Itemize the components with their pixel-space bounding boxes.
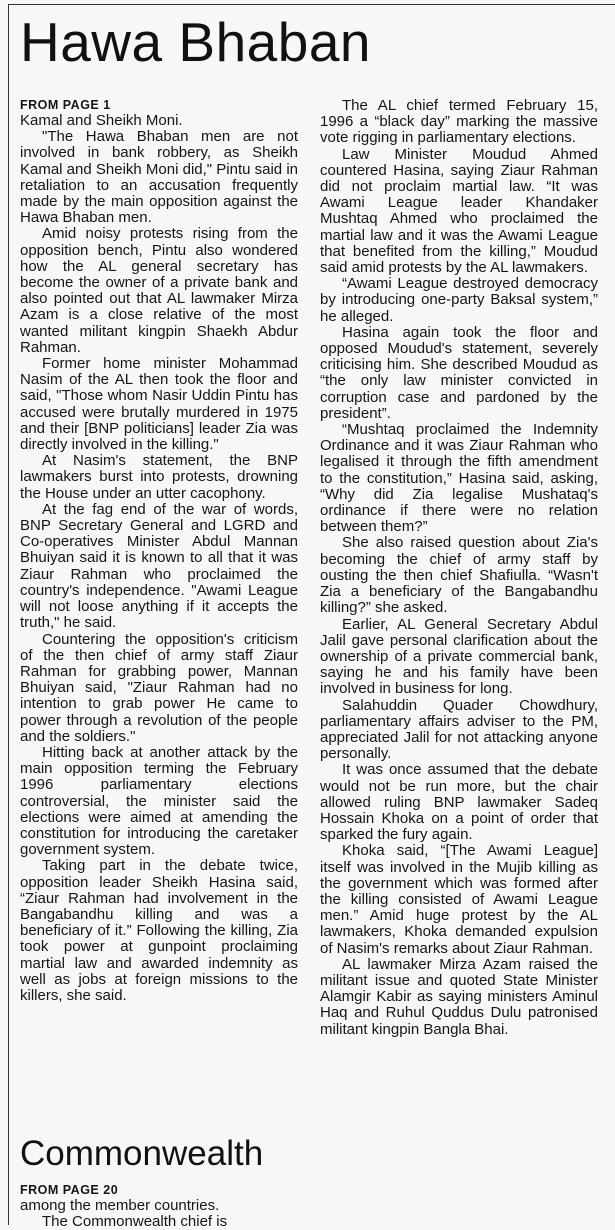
- paragraph: Earlier, AL General Secretary Abdul Jalil gave personal clarification about the ownership of a private commercial bank, saying he and his family have been involved in business for long.: [320, 615, 598, 698]
- from-page-label: FROM PAGE 1: [20, 98, 111, 112]
- paragraph: Amid noisy protests rising from the opposition bench, Pintu also wondered how the AL general secretary has become the owner of a private bank and also pointed out that AL lawmaker Mirza Azam is a close relative of the most wanted militant kingpin Shaekh Abdur Rahman.: [20, 225, 298, 356]
- paragraph: “Mushtaq proclaimed the Indemnity Ordinance and it was Ziaur Rahman who legalised it through the fifth amendment to the constitution,” Hasina said, asking, “Why did Zia legalise Mushataq's ordinance if there were no relation between them?”: [320, 421, 598, 536]
- column-rule: [8, 4, 9, 1225]
- paragraph: among the member countries.: [20, 1197, 220, 1214]
- paragraph: Law Minister Moudud Ahmed countered Hasina, saying Ziaur Rahman did not proclaim martial law. “It was Awami League leader Khandaker Mushtaq Ahmed who proclaimed the martial law and it was the Awami League that benefited from the killing,” Moudud said amid protests by the AL lawmakers.: [320, 145, 598, 277]
- paragraph: The AL chief termed February 15, 1996 a “black day” marking the massive vote rigging in parliamentary elections.: [320, 97, 598, 147]
- paragraph: Kamal and Sheikh Moni.: [20, 112, 183, 129]
- from-page-label: FROM PAGE 20: [20, 1183, 119, 1197]
- commonwealth-snippet: [20, 1183, 298, 1230]
- paragraph: Hitting back at another attack by the main opposition terming the February 1996 parliamentary elections controversial, the minister said the elections were aimed at amending the constitution for introducing the caretaker government system.: [20, 743, 298, 859]
- paragraph: “Awami League destroyed democracy by introducing one-party Baksal system,” he alleged.: [320, 275, 598, 325]
- left-column: [20, 98, 298, 1004]
- paragraph: Former home minister Mohammad Nasim of the AL then took the floor and said, "Those whom Nasir Uddin Pintu has accused were brutally murdered in 1975 and their [BNP politicians] leader Zia was directly involved in the killing.": [20, 355, 298, 454]
- top-rule: [8, 4, 615, 5]
- paragraph: She also raised question about Zia's becoming the chief of army staff by ousting the then chief Shafiulla. “Wasn't Zia a beneficiary of the Bangabandhu killing?” she asked.: [320, 534, 598, 617]
- commonwealth-headline: Commonwealth: [20, 1134, 264, 1173]
- paragraph: Hasina again took the floor and opposed Moudud's statement, severely criticising him. She described Moudud as “the only law minister convicted in corruption case and pardoned by the president”.: [320, 323, 598, 422]
- right-column: [320, 98, 598, 1038]
- paragraph: Khoka said, “[The Awami League] itself was involved in the Mujib killing as the government which was formed after the killing consisted of Awami League men.” Amid huge protest by the AL lawmakers, Khoka demanded expulsion of Nasim's remarks about Ziaur Rahman.: [320, 842, 598, 957]
- paragraph: Countering the opposition's criticism of the then chief of army staff Ziaur Rahman for grabbing power, Mannan Bhuiyan said, "Ziaur Rahman had no intention to grab power He came to power through a revolution of the people and the soldiers.": [20, 630, 298, 745]
- paragraph: "The Hawa Bhaban men are not involved in bank robbery, as Sheikh Kamal and Sheikh Moni did," Pintu said in retaliation to an accusation frequently made by the main opposition against the Hawa Bhaban men.: [20, 128, 298, 227]
- paragraph: The Commonwealth chief is: [42, 1213, 228, 1230]
- paragraph: AL lawmaker Mirza Azam raised the militant issue and quoted State Minister Alamgir Kabir as saying ministers Aminul Haq and Ruhul Quddus Dulu patronised militant kingpin Bangla Bhai.: [320, 955, 598, 1038]
- paragraph: Taking part in the debate twice, opposition leader Sheikh Hasina said, “Ziaur Rahman had involvement in the Bangabandhu killing and was a beneficiary of it.” Following the killing, Zia took power at gunpoint proclaiming martial law and awarded indemnity as well as jobs at foreign missions to the killers, she said.: [20, 857, 298, 1004]
- article-headline: Hawa Bhaban: [20, 11, 372, 73]
- paragraph: At the fag end of the war of words, BNP Secretary General and LGRD and Co-operatives Minister Abdul Mannan Bhuiyan said it is known to all that it was Ziaur Rahman who proclaimed the country's independence. "Awami League will not loose anything if it accepts the truth," he said.: [20, 500, 298, 632]
- paragraph: Salahuddin Quader Chowdhury, parliamentary affairs adviser to the PM, appreciated Jalil for not attacking anyone personally.: [320, 696, 598, 763]
- paragraph: It was once assumed that the debate would not be run more, but the chair allowed ruling BNP lawmaker Sadeq Hossain Khoka on a point of order that sparked the fury again.: [320, 761, 598, 844]
- paragraph: At Nasim's statement, the BNP lawmakers burst into protests, drowning the House under an utter cacophony.: [20, 452, 298, 502]
